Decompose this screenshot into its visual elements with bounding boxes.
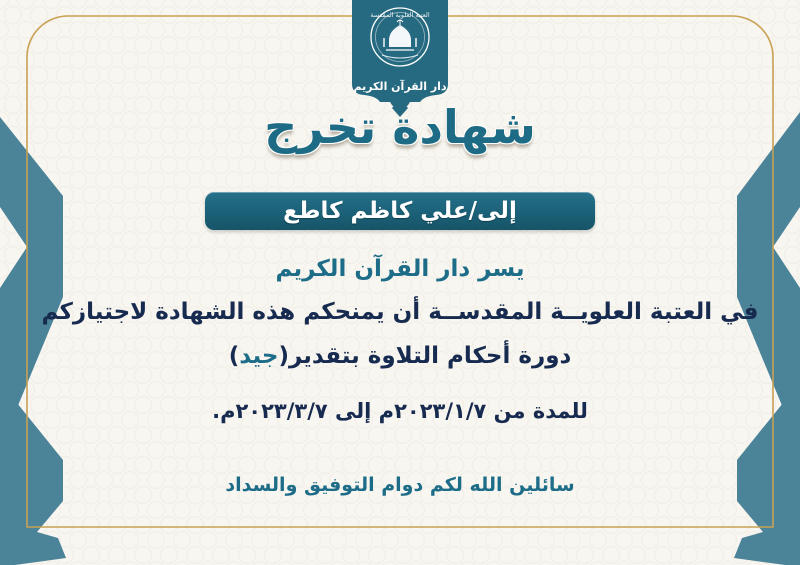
recipient-name: إلى/علي كاظم كاطع — [283, 198, 517, 224]
grade-value: جيد — [239, 343, 279, 369]
issuer-line: يسر دار القرآن الكريم — [275, 256, 525, 282]
course-text: دورة أحكام التلاوة بتقدير( — [278, 343, 572, 369]
shrine-name-text: العتبة العلوية المقدسة — [370, 11, 430, 19]
course-grade-line — [0, 343, 800, 369]
course-text-close: ) — [228, 343, 240, 369]
duration-line: للمدة من ٢٠٢٣/١/٧م إلى ٢٠٢٣/٣/٧م. — [212, 399, 588, 423]
grant-line: في العتبة العلويــة المقدســة أن يمنحكم هذه الشهادة لاجتيازكم — [41, 299, 759, 325]
footer-blessing: سائلين الله لكم دوام التوفيق والسداد — [225, 474, 575, 496]
certificate-title: شهادة تخرج — [264, 100, 536, 154]
org-name-text: دار القرآن الكريم — [353, 80, 447, 93]
left-chevron-decoration — [0, 117, 66, 565]
right-chevron-decoration — [734, 112, 800, 565]
recipient-nameplate — [205, 192, 595, 230]
